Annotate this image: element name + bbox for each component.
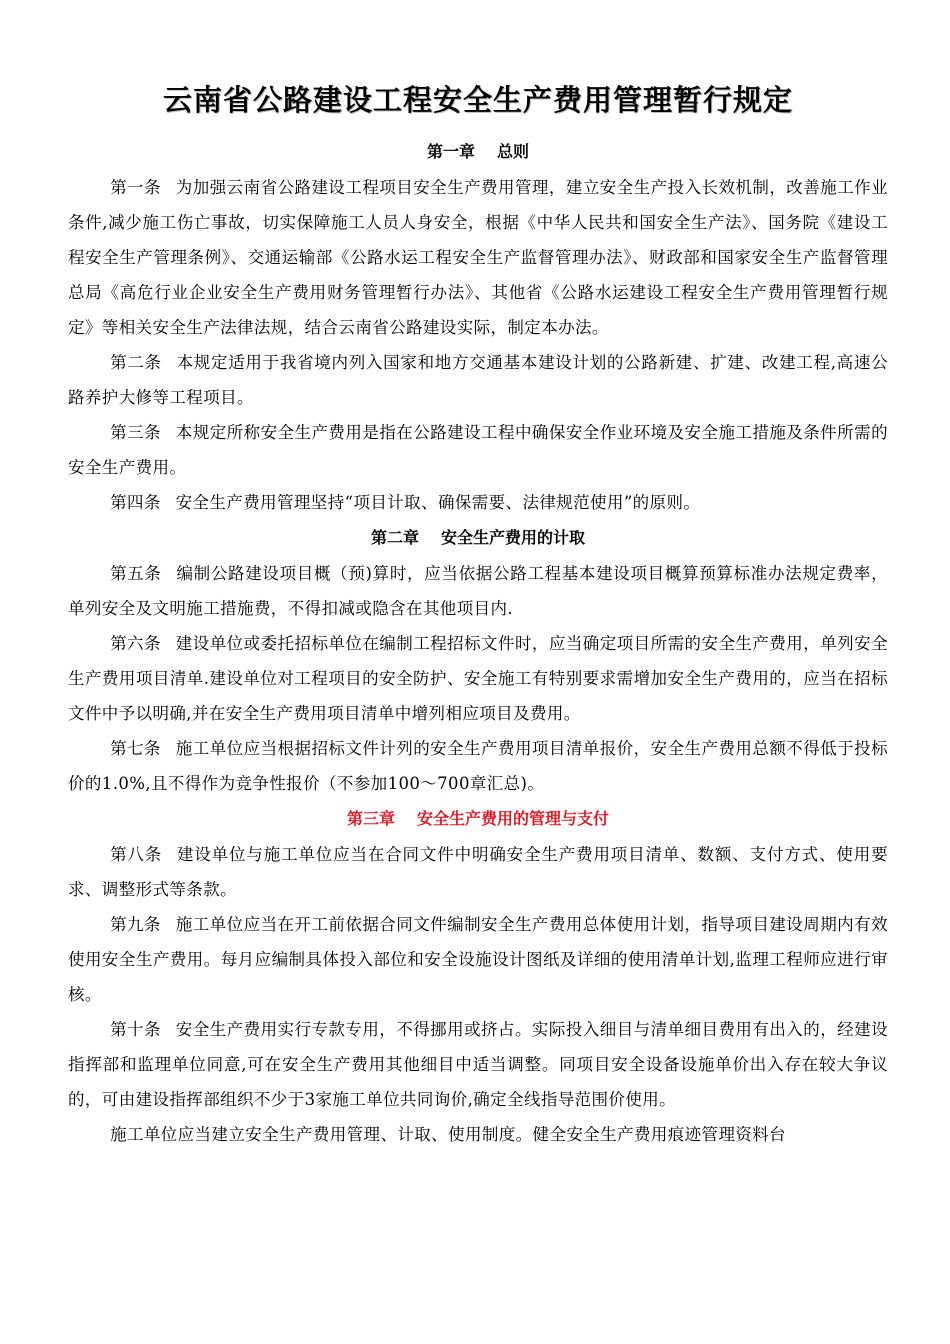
chapter-name: 安全生产费用的管理与支付 [417, 809, 610, 828]
article-label: 第七条 [110, 739, 161, 758]
article-3 [68, 415, 888, 485]
article-text: 为加强云南省公路建设工程项目安全生产费用管理，建立安全生产投入长效机制，改善施工作业条件,减少施工伤亡事故，切实保障施工人员人身安全，根据《中华人民共和国安全生产法》、国务院《建设工程安全生产管理条例》、交通运输部《公路水运工程安全生产监督管理办法》、财政部和国家安全生产监督管理总局《高危行业企业安全生产费用财务管理暂行办法》、其他省《公路水运建设工程安全生产费用管理暂行规定》等相关安全生产法律法规，结合云南省公路建设实际，制定本办法。 [68, 178, 888, 337]
article-6 [68, 626, 888, 731]
chapter-heading [68, 134, 888, 170]
article-9 [68, 907, 888, 1012]
chapter-2 [68, 520, 888, 801]
chapter-name: 安全生产费用的计取 [441, 528, 586, 547]
article-7 [68, 731, 888, 801]
article-text: 安全生产费用实行专款专用，不得挪用或挤占。实际投入细目与清单细目费用有出入的，经建设指挥部和监理单位同意,可在安全生产费用其他细目中适当调整。同项目安全设备设施单价出入存在较大争议的，可由建设指挥部组织不少于3家施工单位共同询价,确定全线指导范围价使用。 [68, 1020, 888, 1109]
chapter-number: 第二章 [370, 528, 419, 547]
article-text: 编制公路建设项目概（预)算时，应当依据公路工程基本建设项目概算预算标准办法规定费率，单列安全及文明施工措施费，不得扣减或隐含在其他项目内. [68, 564, 888, 618]
article-5 [68, 556, 888, 626]
article-text: 建设单位与施工单位应当在合同文件中明确安全生产费用项目清单、数额、支付方式、使用要求、调整形式等条款。 [68, 845, 888, 899]
chapter-heading [68, 801, 888, 837]
article-label: 第八条 [110, 845, 163, 864]
article-text: 建设单位或委托招标单位在编制工程招标文件时，应当确定项目所需的安全生产费用，单列安全生产费用项目清单.建设单位对工程项目的安全防护、安全施工有特别要求需增加安全生产费用的，应当在招标文件中予以明确,并在安全生产费用项目清单中增列相应项目及费用。 [68, 634, 888, 723]
article-label: 第十条 [110, 1020, 161, 1039]
chapter-number: 第一章 [426, 142, 475, 161]
chapter-1 [68, 134, 888, 520]
chapter-name: 总则 [497, 142, 530, 161]
article-10-continued [68, 1117, 888, 1152]
article-text: 安全生产费用管理坚持“项目计取、确保需要、法律规范使用”的原则。 [175, 493, 701, 512]
article-4 [68, 485, 888, 520]
article-2 [68, 345, 888, 415]
article-text: 本规定所称安全生产费用是指在公路建设工程中确保安全作业环境及安全施工措施及条件所需的安全生产费用。 [68, 423, 888, 477]
article-text: 本规定适用于我省境内列入国家和地方交通基本建设计划的公路新建、扩建、改建工程,高速公路养护大修等工程项目。 [68, 353, 889, 407]
document-page [68, 78, 888, 1152]
article-label: 第四条 [110, 493, 161, 512]
article-text: 施工单位应当建立安全生产费用管理、计取、使用制度。健全安全生产费用痕迹管理资料台 [110, 1125, 787, 1144]
article-text: 施工单位应当在开工前依据合同文件编制安全生产费用总体使用计划，指导项目建设周期内有效使用安全生产费用。每月应编制具体投入部位和安全设施设计图纸及详细的使用清单计划,监理工程师应进行审核。 [68, 915, 888, 1004]
article-label: 第五条 [110, 564, 162, 583]
article-label: 第六条 [110, 634, 161, 653]
article-1 [68, 170, 888, 345]
article-label: 第九条 [110, 915, 161, 934]
article-label: 第二条 [110, 353, 162, 372]
document-title: 云南省公路建设工程安全生产费用管理暂行规定 [162, 83, 793, 117]
article-8 [68, 837, 888, 907]
chapter-heading [68, 520, 888, 556]
article-label: 第三条 [110, 423, 161, 442]
chapter-number: 第三章 [346, 809, 395, 828]
article-label: 第一条 [110, 178, 161, 197]
chapter-3 [68, 801, 888, 1152]
article-10 [68, 1012, 888, 1117]
article-text: 施工单位应当根据招标文件计列的安全生产费用项目清单报价，安全生产费用总额不得低于投标价的1.0%,且不得作为竞争性报价（不参加100～700章汇总)。 [68, 739, 888, 793]
